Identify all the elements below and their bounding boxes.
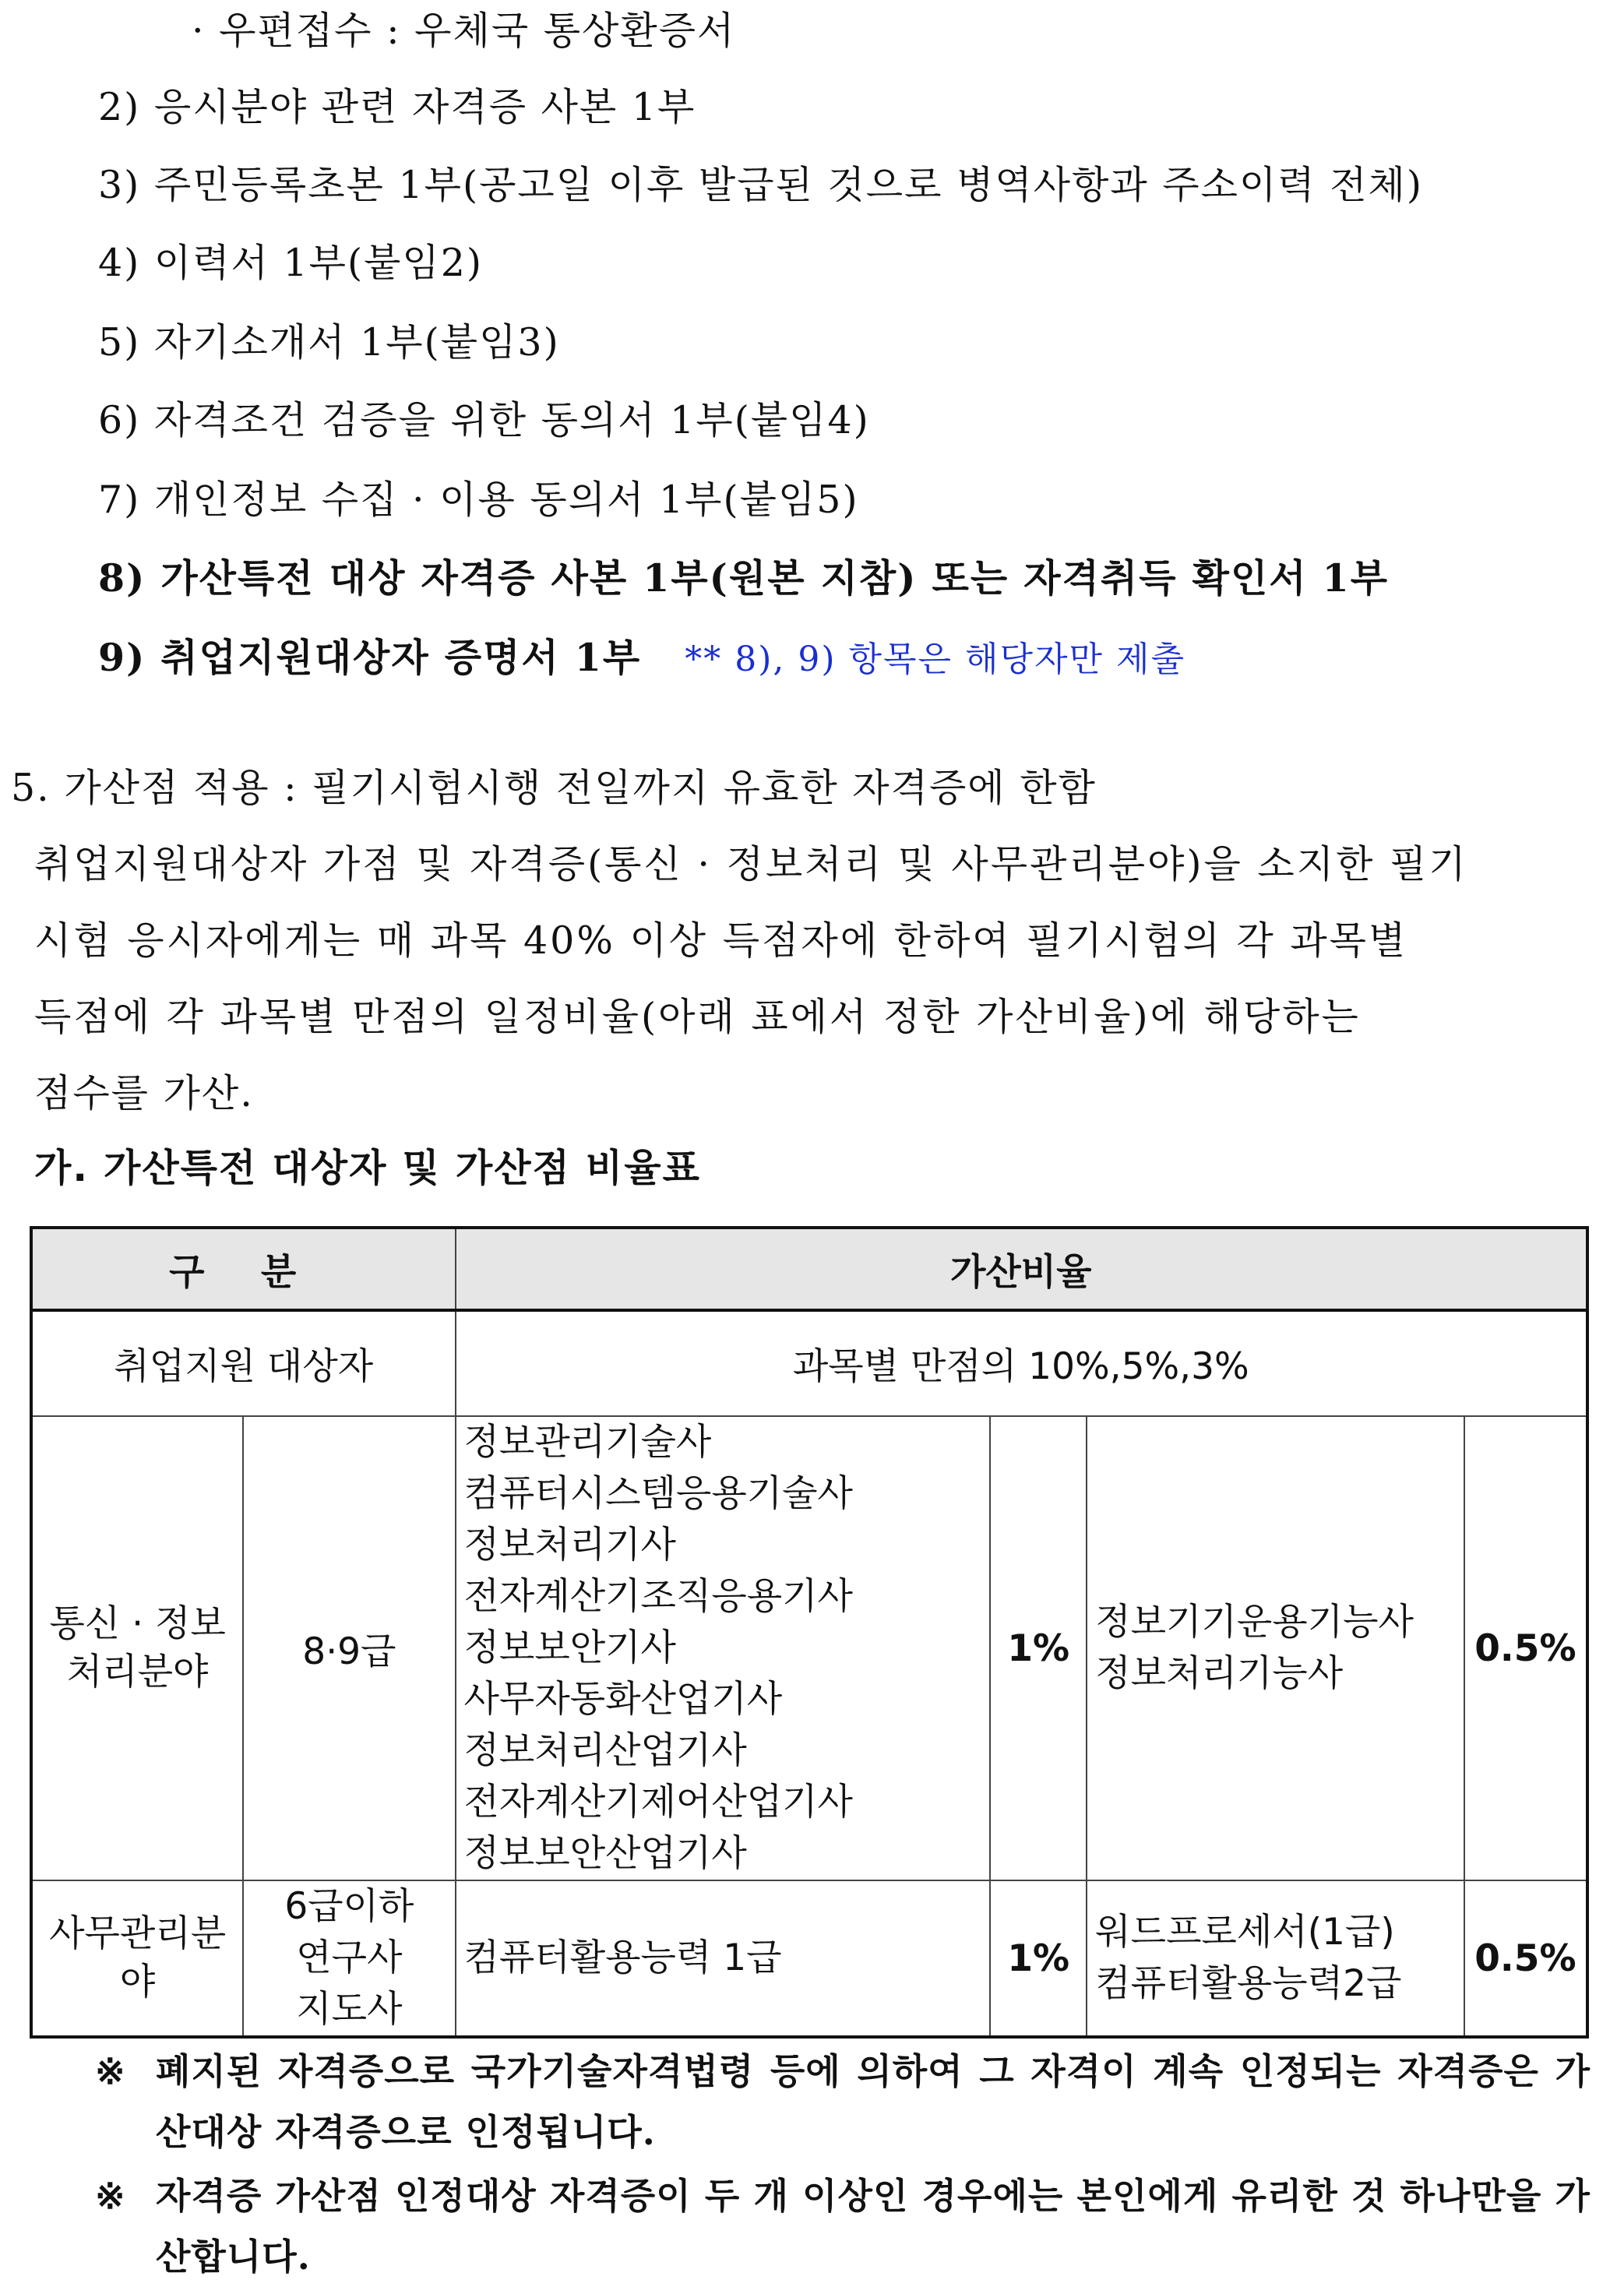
list-item-7: 7) 개인정보 수집 · 이용 동의서 1부(붙임5) bbox=[98, 477, 859, 522]
list-item-2: 2) 응시분야 관련 자격증 사본 1부 bbox=[98, 85, 696, 129]
cert-item: 정보처리산업기사 bbox=[463, 1729, 747, 1772]
grade-line: 지도사 bbox=[296, 1988, 403, 2031]
cert-item: 워드프로세서(1급) bbox=[1095, 1911, 1395, 1954]
list-item-8: 8) 가산특전 대상 자격증 사본 1부(원본 지참) 또는 자격취득 확인서 1부 bbox=[98, 555, 1390, 601]
telecom-primary-rate: 1% bbox=[990, 1416, 1087, 1880]
section5-para-line-2: 시험 응시자에게는 매 과목 40% 이상 득점자에 한하여 필기시험의 각 과목별 bbox=[34, 918, 1408, 963]
note-2 bbox=[95, 2165, 1591, 2287]
telecom-field: 통신 · 정보처리분야 bbox=[31, 1416, 243, 1880]
table-row-veteran bbox=[31, 1310, 1587, 1416]
veteran-label: 취업지원 대상자 bbox=[31, 1310, 456, 1416]
table-header-row bbox=[31, 1228, 1587, 1310]
note-2-text: 자격증 가산점 인정대상 자격증이 두 개 이상인 경우에는 본인에게 유리한 것 하나만을 가산합니다. bbox=[156, 2175, 1591, 2278]
veteran-rate: 과목별 만점의 10%,5%,3% bbox=[456, 1310, 1587, 1416]
cert-item: 정보관리기술사 bbox=[463, 1421, 712, 1464]
office-primary-certs bbox=[456, 1880, 991, 2037]
telecom-secondary-rate: 0.5% bbox=[1464, 1416, 1587, 1880]
telecom-secondary-certs bbox=[1087, 1416, 1464, 1880]
note-1 bbox=[95, 2041, 1591, 2162]
telecom-primary-certs bbox=[456, 1416, 991, 1880]
header-category: 구 분 bbox=[31, 1228, 456, 1310]
cert-item: 전자계산기조직응용기사 bbox=[463, 1575, 853, 1618]
header-rate: 가산비율 bbox=[456, 1228, 1587, 1310]
office-secondary-rate: 0.5% bbox=[1464, 1880, 1587, 2037]
cert-item: 정보기기운용기능사 bbox=[1095, 1601, 1414, 1644]
submission-note: ** 8), 9) 항목은 해당자만 제출 bbox=[685, 640, 1186, 679]
section5-para-line-1: 취업지원대상자 가점 및 자격증(통신 · 정보처리 및 사무관리분야)을 소지한 필기 bbox=[34, 842, 1468, 886]
section5-heading: 5. 가산점 적용 : 필기시험시행 전일까지 유효한 자격증에 한함 bbox=[11, 766, 1097, 810]
reference-mark-icon: ※ bbox=[95, 2175, 126, 2217]
section5-para-line-3: 득점에 각 과목별 만점의 일정비율(아래 표에서 정한 가산비율)에 해당하는 bbox=[34, 995, 1361, 1039]
cert-item: 컴퓨터활용능력 1급 bbox=[463, 1936, 782, 1979]
table-row-telecom bbox=[31, 1416, 1587, 1880]
office-primary-rate: 1% bbox=[990, 1880, 1087, 2037]
grade-line: 연구사 bbox=[296, 1936, 403, 1979]
list-item-9-text: 9) 취업지원대상자 증명서 1부 bbox=[98, 635, 642, 680]
list-item-4: 4) 이력서 1부(붙임2) bbox=[98, 241, 484, 285]
cert-item: 컴퓨터활용능력2급 bbox=[1095, 1962, 1402, 2005]
cert-item: 사무자동화산업기사 bbox=[463, 1678, 783, 1721]
cert-item: 컴퓨터시스템응용기술사 bbox=[463, 1472, 853, 1515]
list-item-6: 6) 자격조건 검증을 위한 동의서 1부(붙임4) bbox=[98, 398, 870, 442]
cert-item: 정보처리기능사 bbox=[1095, 1652, 1344, 1695]
note-1-text: 폐지된 자격증으로 국가기술자격법령 등에 의하여 그 자격이 계속 인정되는 자격증은 가산대상 자격증으로 인정됩니다. bbox=[156, 2050, 1591, 2153]
cert-item: 정보보안기사 bbox=[463, 1626, 676, 1669]
cert-item: 정보처리기사 bbox=[463, 1524, 676, 1566]
office-secondary-certs bbox=[1087, 1880, 1464, 2037]
cert-item: 정보보안산업기사 bbox=[463, 1832, 747, 1875]
bonus-rate-table bbox=[30, 1226, 1589, 2039]
section5-para-line-4: 점수를 가산. bbox=[34, 1071, 254, 1115]
list-item-3: 3) 주민등록초본 1부(공고일 이후 발급된 것으로 병역사항과 주소이력 전체) bbox=[98, 163, 1423, 207]
reference-mark-icon: ※ bbox=[95, 2050, 126, 2092]
list-item-9 bbox=[98, 634, 1185, 683]
office-field: 사무관리분야 bbox=[31, 1880, 243, 2037]
office-grade bbox=[243, 1880, 455, 2037]
list-item-5: 5) 자기소개서 1부(붙임3) bbox=[98, 320, 560, 365]
table-row-office bbox=[31, 1880, 1587, 2037]
telecom-grade: 8·9급 bbox=[243, 1416, 455, 1880]
cert-item: 전자계산기제어산업기사 bbox=[463, 1781, 853, 1824]
table-title: 가. 가산특전 대상자 및 가산점 비율표 bbox=[34, 1146, 701, 1190]
grade-line: 6급이하 bbox=[284, 1885, 414, 1928]
postal-method: · 우편접수 : 우체국 통상환증서 bbox=[192, 9, 736, 53]
